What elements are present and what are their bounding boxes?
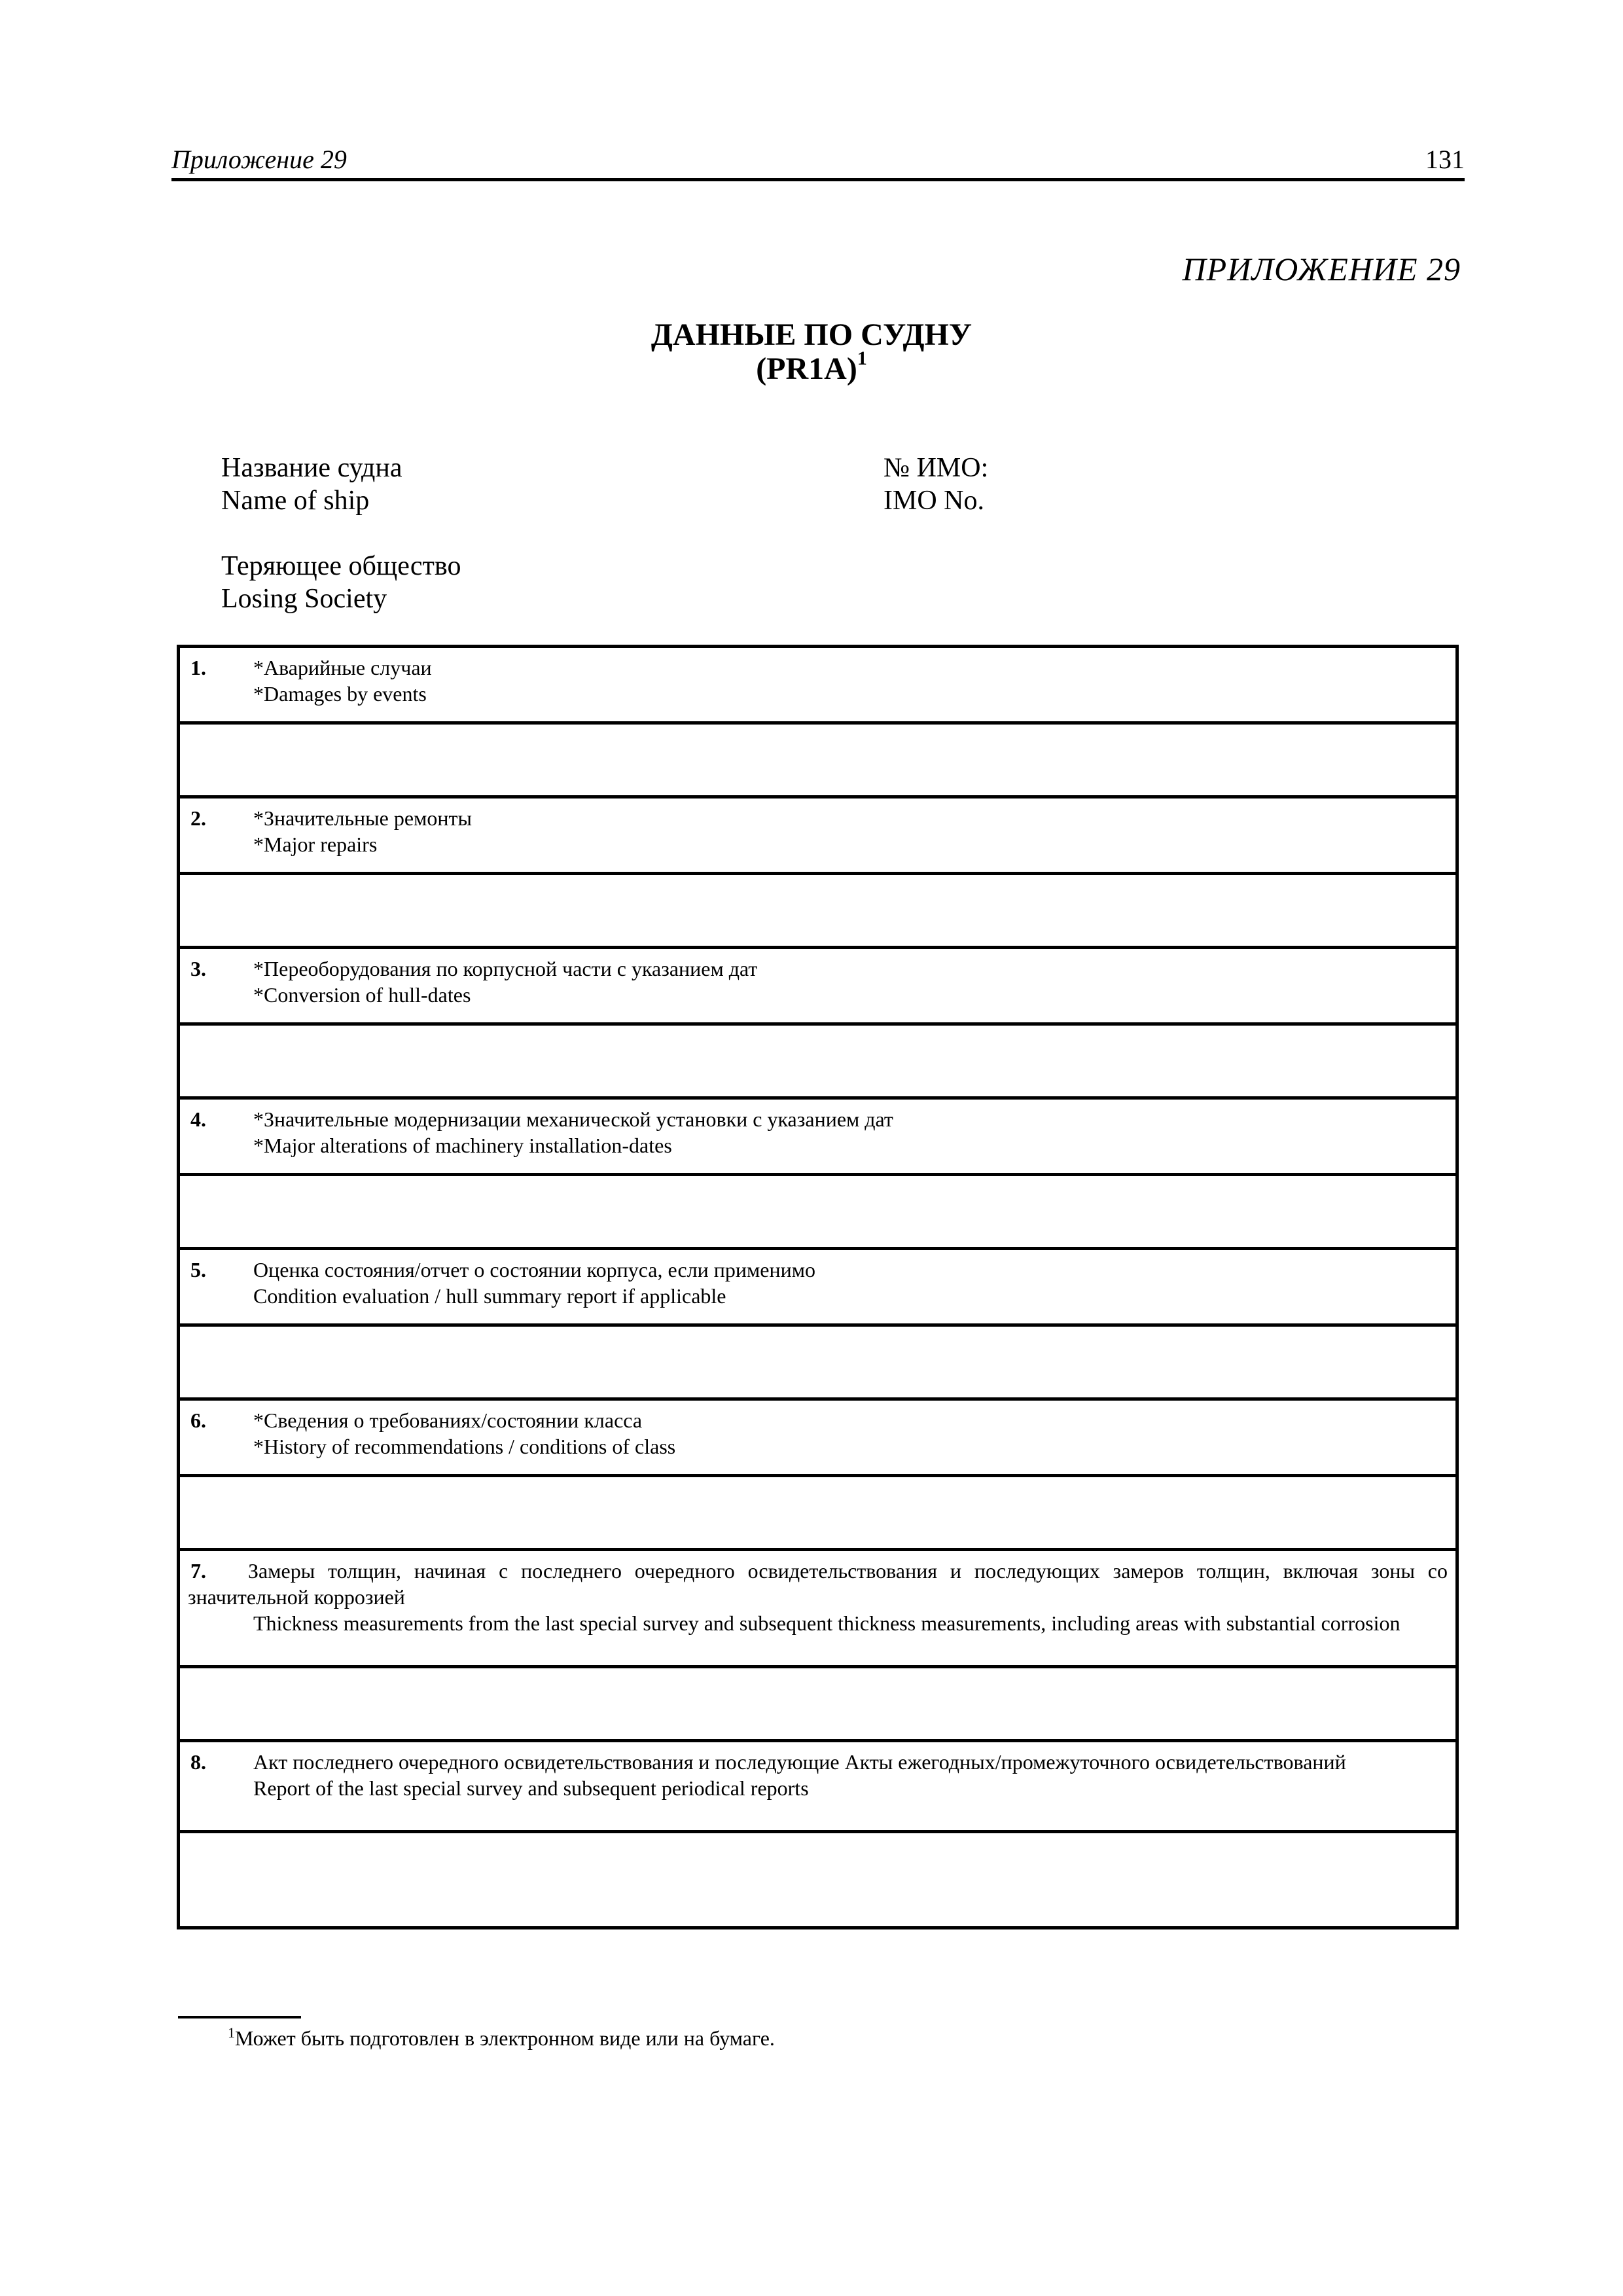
section-number: 5. <box>190 1258 206 1282</box>
imo-label-ru: № ИМО: <box>883 453 989 483</box>
imo-label-en: IMO No. <box>883 486 984 516</box>
entry-cell-class-history[interactable] <box>179 1476 1457 1550</box>
title-footnote-mark: 1 <box>857 348 867 369</box>
section-entry-row <box>179 1832 1457 1928</box>
section-title-ru: *Значительные ремонты <box>253 806 472 830</box>
section-title-en: *Major alterations of machinery installation-dates <box>253 1134 672 1157</box>
entry-cell-machinery-alterations[interactable] <box>179 1175 1457 1249</box>
entry-cell-survey-reports[interactable] <box>179 1832 1457 1928</box>
footnote-text: Может быть подготовлен в электронном виде или на бумаге. <box>235 2026 775 2050</box>
section-number: 2. <box>190 806 206 830</box>
section-number: 6. <box>190 1408 206 1432</box>
entry-cell-major-repairs[interactable] <box>179 874 1457 948</box>
section-title-ru: *Аварийные случаи <box>253 656 432 679</box>
imo-number-field <box>883 452 988 517</box>
section-header-row <box>179 1399 1457 1476</box>
ship-name-label-en: Name of ship <box>221 486 370 516</box>
section-entry-row <box>179 1476 1457 1550</box>
section-header-row <box>179 647 1457 723</box>
section-header-row <box>179 1098 1457 1175</box>
section-title-en: *Damages by events <box>253 682 427 706</box>
section-title-en: Report of the last special survey and subsequent periodical reports <box>253 1776 809 1800</box>
section-title-ru-line-2: значительной коррозией <box>188 1585 405 1609</box>
section-title-en: *Conversion of hull-dates <box>253 983 471 1007</box>
running-header <box>171 144 1465 181</box>
section-header-row <box>179 948 1457 1024</box>
section-title-en: Thickness measurements from the last special survey and subsequent thickness measurements, including areas with substantial corrosion <box>253 1611 1400 1635</box>
section-header-row <box>179 797 1457 874</box>
society-label-en: Losing Society <box>221 584 387 614</box>
title-code: (PR1A) <box>756 351 857 386</box>
section-title-en: *Major repairs <box>253 833 378 856</box>
ship-name-label-ru: Название судна <box>221 453 402 483</box>
entry-cell-hull-conversion[interactable] <box>179 1024 1457 1098</box>
section-title-ru: *Значительные модернизации механической установки с указанием дат <box>253 1107 893 1131</box>
footnote-divider <box>178 2016 301 2018</box>
ship-data-table <box>177 645 1459 1929</box>
annex-label: ПРИЛОЖЕНИЕ 29 <box>1182 251 1461 287</box>
section-entry-row <box>179 1024 1457 1098</box>
section-entry-row <box>179 723 1457 797</box>
entry-cell-condition-evaluation[interactable] <box>179 1325 1457 1399</box>
section-title-ru: Замеры толщин, начиная с последнего очередного освидетельствования и последующих замеров толщин, включая зоны со <box>248 1559 1448 1583</box>
section-header-row <box>179 1741 1457 1832</box>
ship-name-field <box>221 452 402 517</box>
section-header-row <box>179 1550 1457 1667</box>
footnote <box>228 2025 775 2051</box>
entry-cell-damages[interactable] <box>179 723 1457 797</box>
document-title <box>0 318 1623 386</box>
section-title-en: Condition evaluation / hull summary report if applicable <box>253 1284 726 1308</box>
society-label-ru: Теряющее общество <box>221 551 461 581</box>
losing-society-field <box>221 550 461 615</box>
section-title-ru: *Переоборудования по корпусной части с указанием дат <box>253 957 758 980</box>
section-number: 1. <box>190 656 206 679</box>
section-entry-row <box>179 1175 1457 1249</box>
entry-cell-thickness-measurements[interactable] <box>179 1667 1457 1741</box>
section-number: 8. <box>190 1750 206 1774</box>
section-title-ru: *Сведения о требованиях/состоянии класса <box>253 1408 643 1432</box>
section-entry-row <box>179 1667 1457 1741</box>
running-header-title: Приложение 29 <box>171 145 347 174</box>
section-number: 7. <box>190 1559 206 1583</box>
section-header-row <box>179 1249 1457 1325</box>
title-line-1: ДАННЫЕ ПО СУДНУ <box>651 317 972 352</box>
section-entry-row <box>179 1325 1457 1399</box>
section-title-ru: Акт последнего очередного освидетельствования и последующие Акты ежегодных/промежуточного освидетельствований <box>253 1750 1346 1774</box>
section-title-ru: Оценка состояния/отчет о состоянии корпуса, если применимо <box>253 1258 815 1282</box>
section-title-ru-line-1 <box>188 1558 1448 1584</box>
section-number: 4. <box>190 1107 206 1131</box>
section-number: 3. <box>190 957 206 980</box>
footnote-mark: 1 <box>228 2024 235 2041</box>
section-entry-row <box>179 874 1457 948</box>
page-number: 131 <box>1425 145 1465 174</box>
title-line-2 <box>0 348 1623 386</box>
section-title-en: *History of recommendations / conditions of class <box>253 1435 676 1458</box>
